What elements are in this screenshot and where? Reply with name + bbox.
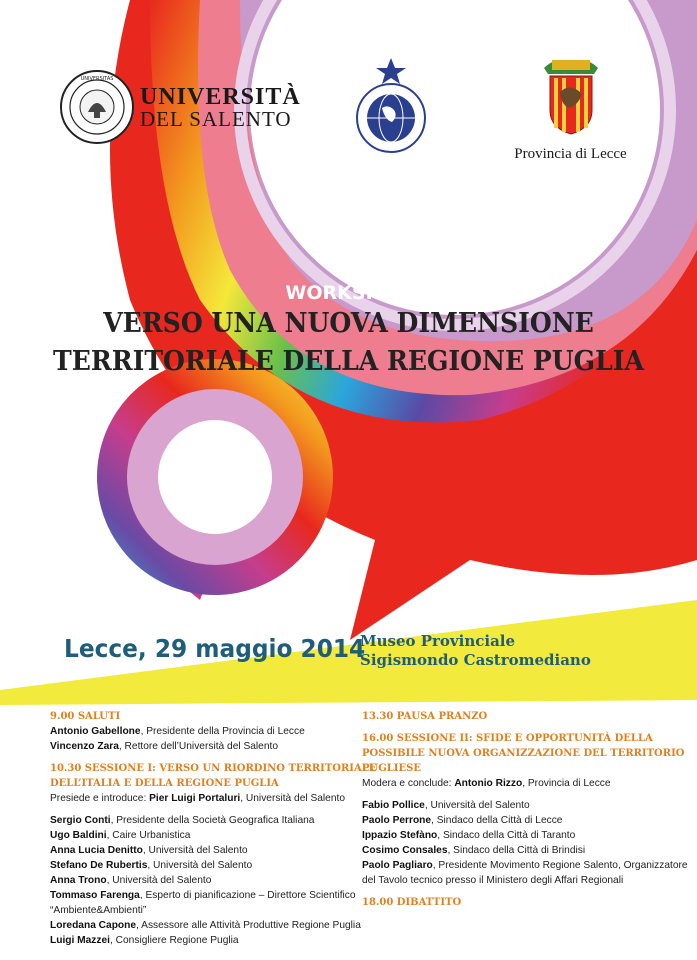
speaker-line — [50, 828, 350, 843]
session-title: 10.30 SESSIONE I: VERSO UN RIORDINO TERRITORIALE — [50, 763, 377, 774]
svg-text:UNIVERSITAS: UNIVERSITAS — [80, 76, 114, 82]
session-title: POSSIBILE NUOVA ORGANIZZAZIONE DEL TERRITORIO — [362, 748, 685, 759]
session-title: DELL’ITALIA E DELLA REGIONE PUGLIA — [50, 778, 279, 789]
venue-line2: Sigismondo Castromediano — [360, 651, 591, 669]
speaker-line — [50, 858, 350, 873]
speaker-line — [362, 798, 662, 813]
speaker-role: , Caire Urbanistica — [106, 830, 191, 841]
university-seal-icon — [58, 68, 136, 146]
event-venue — [360, 632, 591, 670]
speaker-line — [50, 933, 350, 948]
speaker-line — [50, 724, 350, 739]
speaker-name: Vincenzo Zara — [50, 741, 119, 752]
speaker-role: , Assessore alle Attività Produttive Regione Puglia — [136, 920, 361, 931]
globe-seal-icon — [352, 56, 430, 156]
speaker-line — [362, 813, 662, 828]
speaker-role: , Università del Salento — [240, 793, 346, 804]
session-title: 13.30 PAUSA PRANZO — [362, 711, 488, 722]
speaker-role: , Università del Salento — [106, 875, 212, 886]
speaker-name: Stefano De Rubertis — [50, 860, 148, 871]
speaker-name: Antonio Gabellone — [50, 726, 141, 737]
university-name-line2: DEL SALENTO — [140, 107, 292, 131]
title-line2: TERRITORIALE DELLA REGIONE PUGLIA — [53, 346, 644, 377]
program-left-column — [50, 709, 377, 948]
university-name-line1: UNIVERSITÀ — [140, 84, 301, 110]
title-line1: VERSO UNA NUOVA DIMENSIONE — [103, 308, 594, 339]
speaker-line — [50, 739, 350, 754]
speaker-role: , Provincia di Lecce — [522, 778, 611, 789]
speaker-line — [362, 858, 688, 873]
speaker-role: , Consigliere Regione Puglia — [110, 935, 239, 946]
speaker-name: Tommaso Farenga — [50, 890, 140, 901]
speaker-role: , Presidente Movimento Regione Salento, Organizzatore — [432, 860, 688, 871]
chair-line — [50, 791, 350, 806]
speaker-line — [362, 828, 662, 843]
chair-prefix: Presiede e introduce: — [50, 793, 150, 804]
program-right-column — [362, 709, 688, 910]
speaker-role-cont: del Tavolo tecnico presso il Ministero degli Affari Regionali — [362, 875, 624, 886]
speaker-role: , Presidente della Provincia di Lecce — [140, 726, 305, 737]
coat-of-arms-icon — [540, 52, 602, 136]
speaker-name: Paolo Pagliaro — [362, 860, 433, 871]
speaker-name: Loredana Capone — [50, 920, 137, 931]
speaker-line — [50, 888, 356, 903]
speaker-name: Fabio Pollice — [362, 800, 425, 811]
speaker-role: , Presidente della Società Geografica Italiana — [110, 815, 315, 826]
speaker-role-cont: “Ambiente&Ambienti” — [50, 905, 147, 916]
speaker-line — [50, 813, 350, 828]
speaker-name: Pier Luigi Portaluri — [149, 793, 241, 804]
speaker-line — [362, 843, 662, 858]
speaker-line — [50, 918, 361, 933]
university-name — [140, 86, 301, 130]
session-title: PUGLIESE — [362, 763, 421, 774]
speaker-role: , Università del Salento — [424, 800, 530, 811]
session-title: 18.00 DIBATTITO — [362, 897, 462, 908]
speaker-role: , Sindaco della Città di Taranto — [437, 830, 576, 841]
speaker-name: Ippazio Stefàno — [362, 830, 438, 841]
speaker-role: , Università del Salento — [142, 845, 248, 856]
speaker-name: Anna Trono — [50, 875, 107, 886]
chair-line — [362, 776, 662, 791]
speaker-line — [50, 843, 350, 858]
speaker-role: , Sindaco della Città di Lecce — [431, 815, 563, 826]
speaker-name: Paolo Perrone — [362, 815, 432, 826]
event-date: Lecce, 29 maggio 2014 — [64, 634, 366, 663]
session-title: 16.00 SESSIONE II: SFIDE E OPPORTUNITÀ DELLA — [362, 733, 653, 744]
speaker-name: Sergio Conti — [50, 815, 111, 826]
session-title: 9.00 SALUTI — [50, 711, 121, 722]
speaker-role: , Sindaco della Città di Brindisi — [447, 845, 586, 856]
speaker-role: , Esperto di pianificazione – Direttore Scientifico — [139, 890, 356, 901]
province-name: Provincia di Lecce — [514, 146, 627, 162]
venue-line1: Museo Provinciale — [360, 632, 516, 650]
workshop-label: WORKSHOP — [285, 282, 412, 304]
speaker-name: Antonio Rizzo — [454, 778, 523, 789]
small-bubble-hole — [158, 420, 272, 534]
speaker-name: Anna Lucia Denitto — [50, 845, 143, 856]
speaker-role: , Università del Salento — [147, 860, 253, 871]
speaker-name: Cosimo Consales — [362, 845, 448, 856]
chair-prefix: Modera e conclude: — [362, 778, 455, 789]
speaker-name: Ugo Baldini — [50, 830, 107, 841]
speaker-line — [50, 873, 350, 888]
speaker-name: Luigi Mazzei — [50, 935, 110, 946]
speaker-role: , Rettore dell’Università del Salento — [118, 741, 279, 752]
